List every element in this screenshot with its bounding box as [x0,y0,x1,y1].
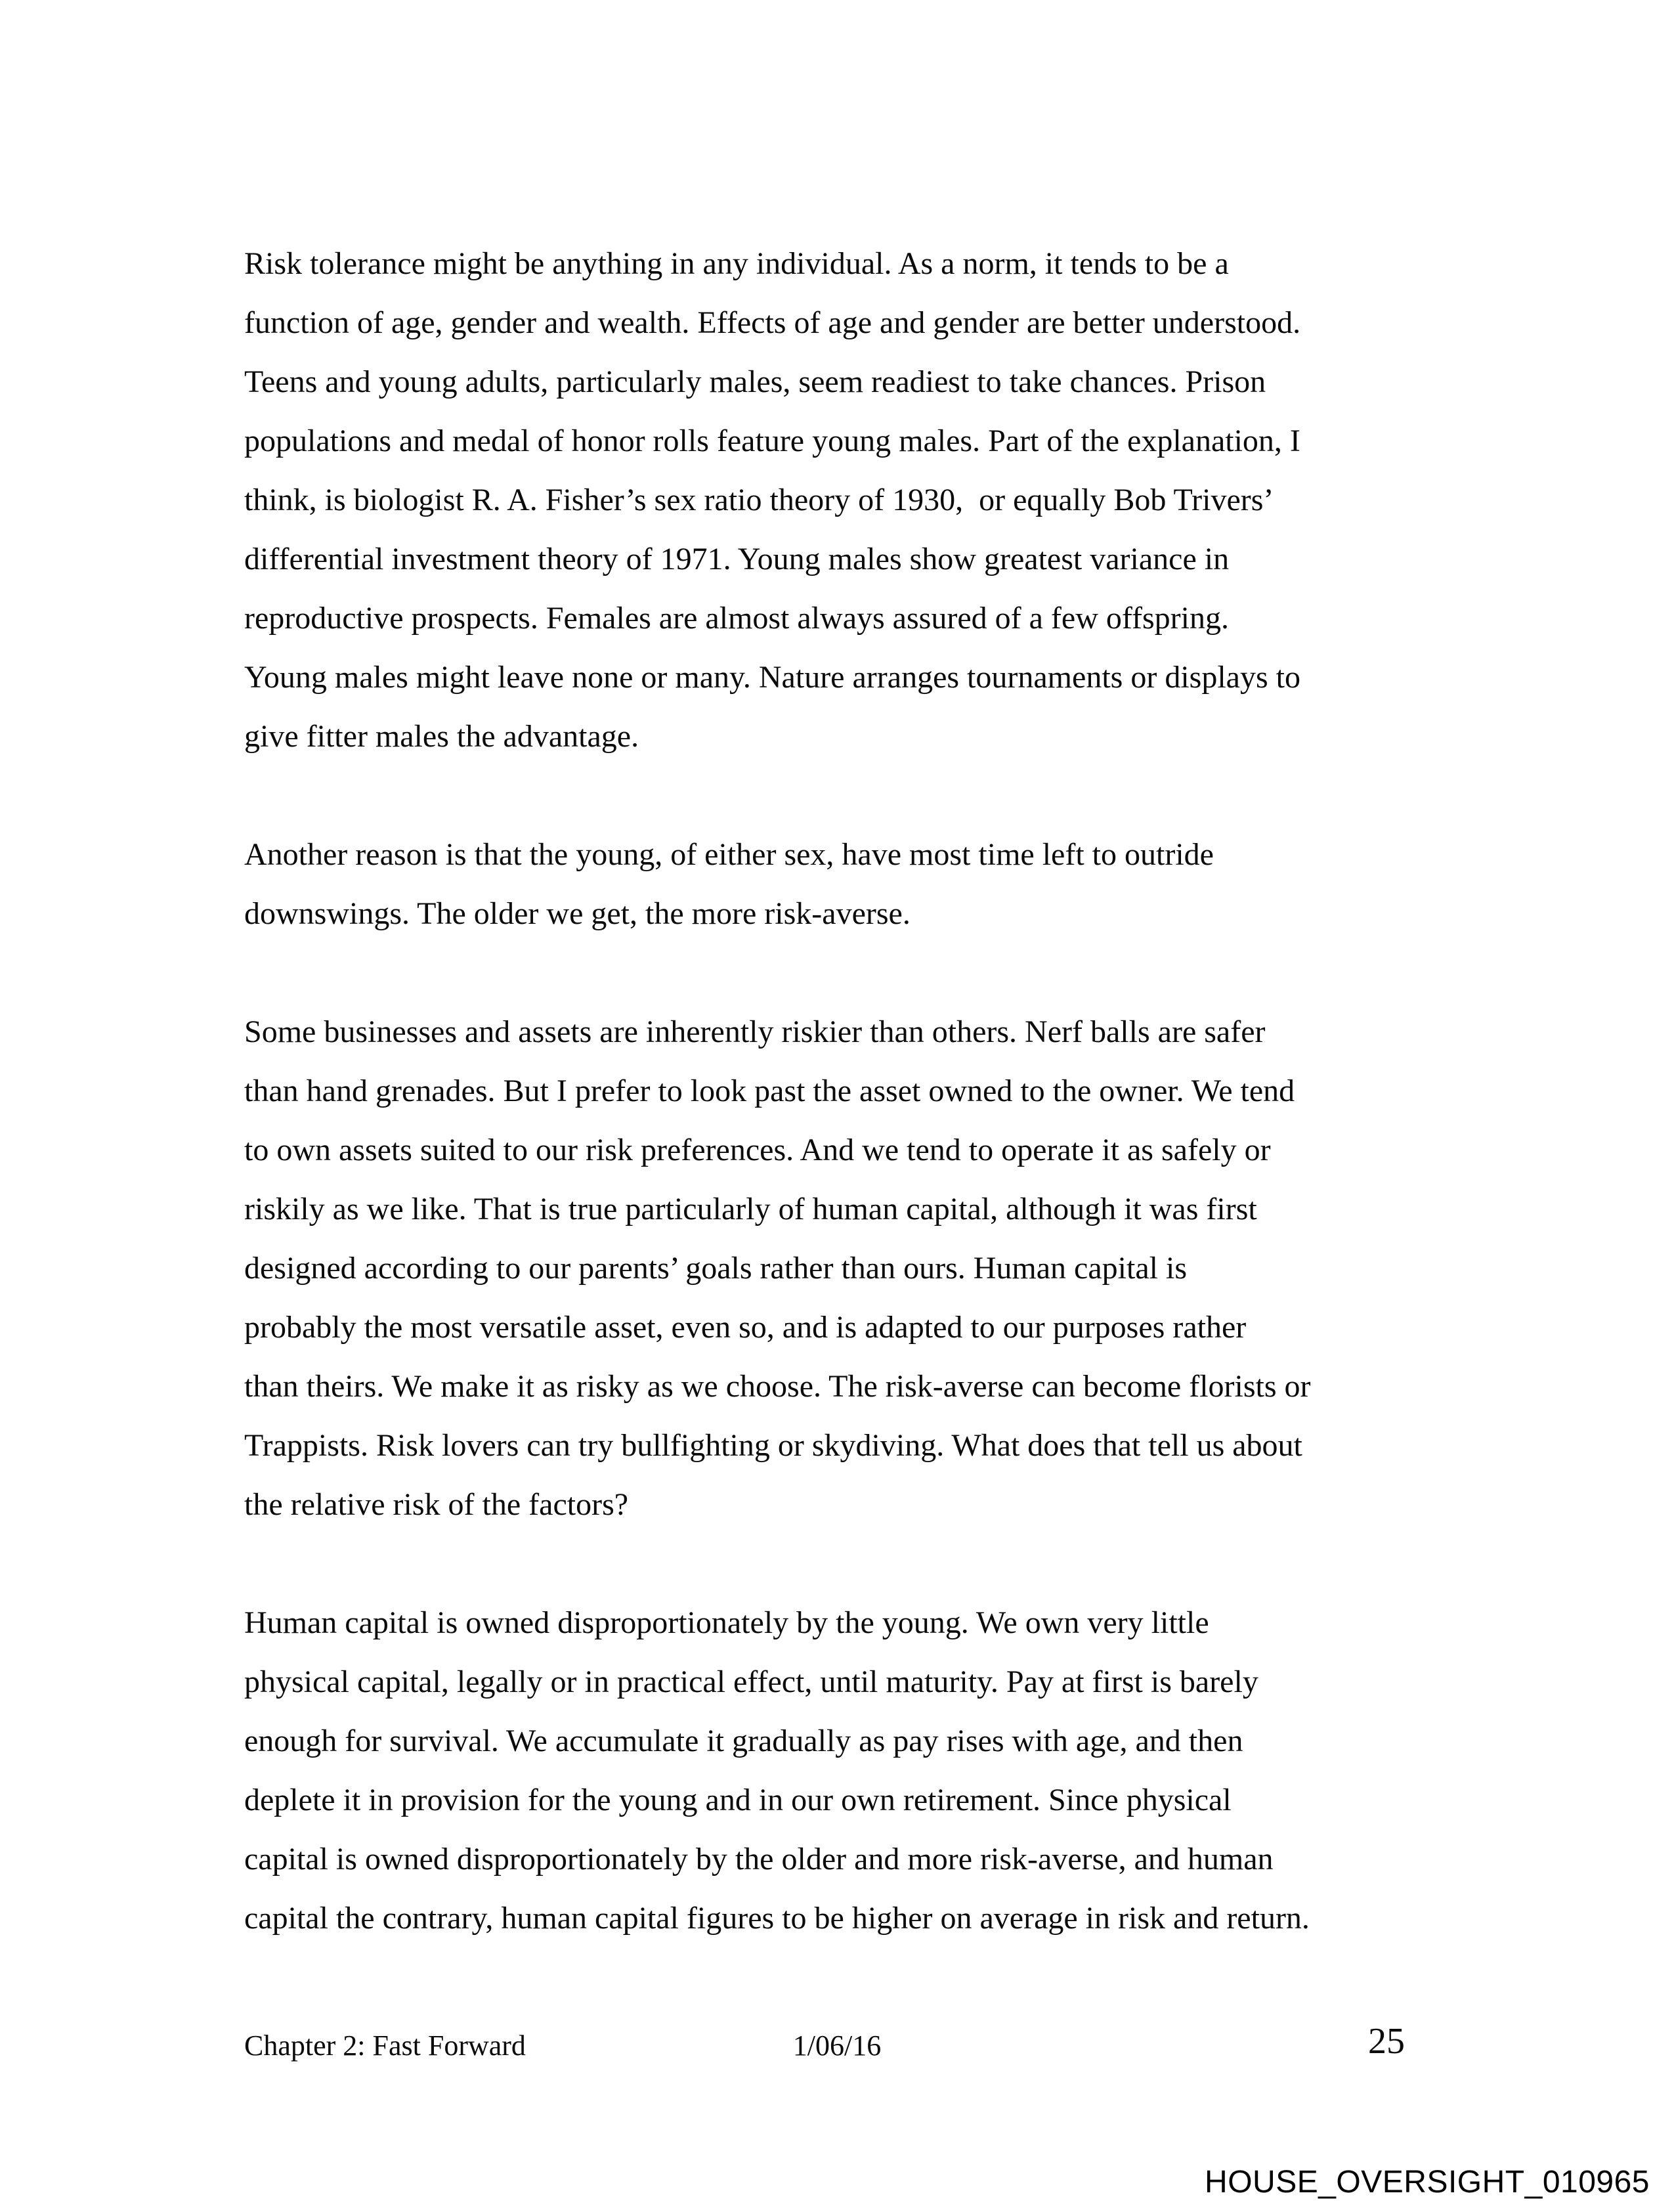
text-line: Trappists. Risk lovers can try bullfighting or skydiving. What does that tell us about [244,1428,1302,1463]
text-line: Young males might leave none or many. Nature arranges tournaments or displays to [244,660,1300,695]
text-line: riskily as we like. That is true particularly of human capital, although it was first [244,1192,1257,1226]
text-line: enough for survival. We accumulate it gradually as pay rises with age, and then [244,1724,1243,1758]
text-line: think, is biologist R. A. Fisher’s sex ratio theory of 1930, or equally Bob Trivers’ [244,483,1274,517]
text-line: capital is owned disproportionately by the older and more risk-averse, and human [244,1842,1274,1876]
text-line: the relative risk of the factors? [244,1487,629,1522]
text-line: downswings. The older we get, the more risk-averse. [244,896,911,931]
paragraph [244,1003,1492,1534]
text-line: reproductive prospects. Females are almost always assured of a few offspring. [244,601,1229,636]
bates-stamp: HOUSE_OVERSIGHT_010965 [1205,2165,1650,2200]
paragraph [244,234,1492,766]
text-line: deplete it in provision for the young and in our own retirement. Since physical [244,1783,1232,1817]
text-line: Human capital is owned disproportionately by the young. We own very little [244,1605,1209,1640]
footer-date: 1/06/16 [792,2029,882,2062]
text-line: probably the most versatile asset, even so, and is adapted to our purposes rather [244,1310,1247,1345]
footer-chapter: Chapter 2: Fast Forward [244,2029,526,2062]
page-body [244,234,1492,1948]
text-line: physical capital, legally or in practical effect, until maturity. Pay at first is barely [244,1664,1258,1699]
text-line: differential investment theory of 1971. Young males show greatest variance in [244,542,1230,576]
text-line: give fitter males the advantage. [244,719,639,754]
text-line: Teens and young adults, particularly males, seem readiest to take chances. Prison [244,364,1266,399]
footer-page-number: 25 [1368,2021,1405,2062]
text-line: Another reason is that the young, of either sex, have most time left to outride [244,837,1214,872]
text-line: Risk tolerance might be anything in any individual. As a norm, it tends to be a [244,246,1229,281]
text-line: than hand grenades. But I prefer to look past the asset owned to the owner. We tend [244,1073,1295,1108]
text-line: than theirs. We make it as risky as we choose. The risk-averse can become florists or [244,1369,1311,1404]
paragraph [244,1594,1492,1948]
text-line: populations and medal of honor rolls feature young males. Part of the explanation, I [244,423,1300,458]
text-line: Some businesses and assets are inherently riskier than others. Nerf balls are safer [244,1014,1266,1049]
paragraph [244,825,1492,943]
text-line: capital the contrary, human capital figures to be higher on average in risk and return. [244,1901,1310,1936]
text-line: designed according to our parents’ goals rather than ours. Human capital is [244,1251,1187,1286]
text-line: to own assets suited to our risk preferences. And we tend to operate it as safely or [244,1133,1271,1167]
text-line: function of age, gender and wealth. Effects of age and gender are better understood. [244,305,1301,340]
